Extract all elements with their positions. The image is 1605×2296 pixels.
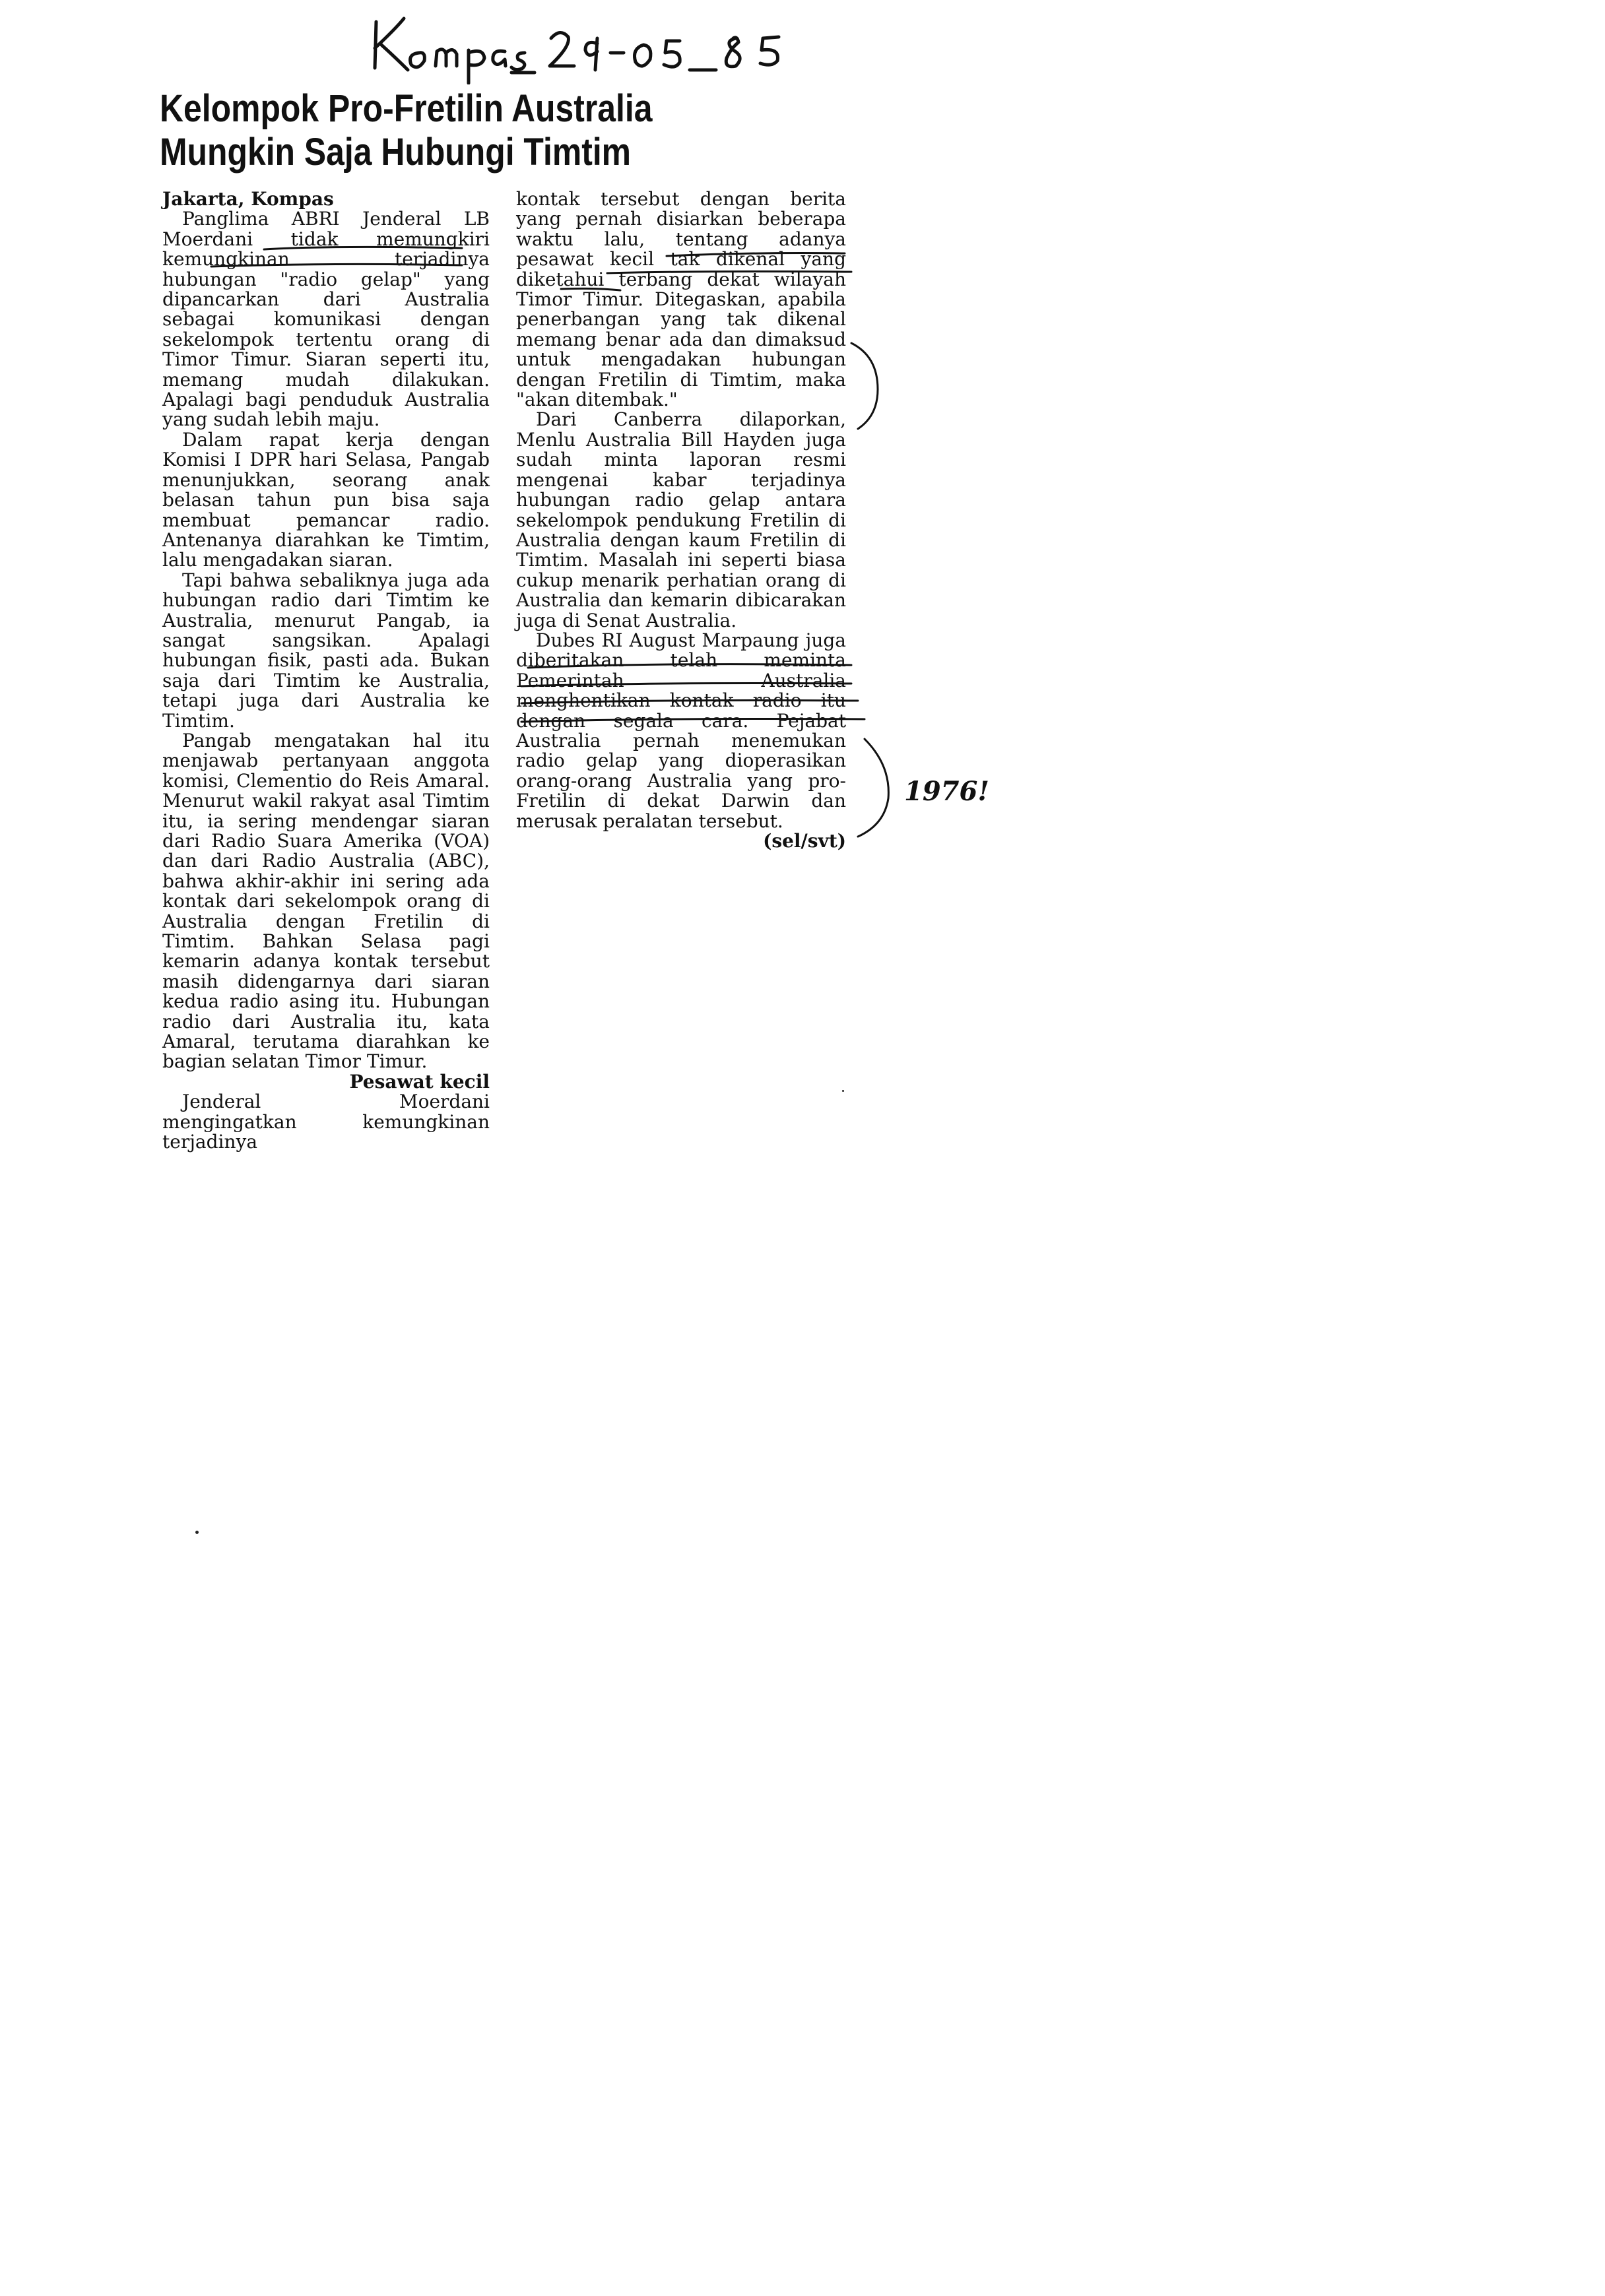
handwritten-source-note	[370, 12, 858, 84]
headline	[160, 87, 727, 174]
bracket-mark	[858, 739, 888, 837]
author-credit: (sel/svt)	[763, 830, 846, 852]
paragraph: Pangab mengatakan hal itu menjawab pertanyaan anggota komisi, Clementio do Reis Amaral. Menurut wakil rakyat asal Timtim itu, ia sering mendengar siaran dari Radio Suara Amerika (VOA) dan dari Radio Australia (ABC), bahwa akhir-akhir ini sering ada kontak dari sekelompok orang di Australia dengan Fretilin di Timtim. Bahkan Selasa pagi kemarin adanya kontak tersebut masih didengarnya dari siaran kedua radio asing itu. Hubungan radio dari Australia itu, kata Amaral, terutama diarahkan ke bagian selatan Timor Timur.	[162, 729, 490, 1073]
dateline: Jakarta, Kompas	[162, 188, 334, 210]
article-column-1	[162, 189, 490, 1153]
paragraph: Dari Canberra dilaporkan, Menlu Australia Bill Hayden juga sudah minta laporan resmi mengenai kabar terjadinya hubungan radio gelap antara sekelompok pendukung Fretilin di Australia dengan kaum Fretilin di Timtim. Masalah ini seperti biasa cukup menarik perhatian orang di Australia dan kemarin dibicarakan juga di Senat Australia.	[516, 408, 846, 631]
handwritten-margin-note: 1976!	[904, 776, 989, 807]
article-column-2	[516, 189, 846, 851]
scan-speck	[842, 1090, 844, 1092]
bracket-mark	[851, 343, 878, 429]
paragraph: kontak tersebut dengan berita yang pernah disiarkan beberapa waktu lalu, tentang adanya pesawat kecil tak dikenal yang diketahui terbang dekat wilayah Timor Timur. Ditegaskan, apabila penerbangan yang tak dikenal memang benar ada dan dimaksud untuk mengadakan hubungan dengan Fretilin di Timtim, maka "akan ditembak."	[516, 188, 846, 411]
scan-speck	[195, 1531, 199, 1534]
paragraph: Dubes RI August Marpaung juga diberitakan telah meminta Pemerintah Australia menghentikan kontak radio itu dengan segala cara. Pejabat Australia pernah menemukan radio gelap yang dioperasikan orang-orang Australia yang pro-Fretilin di dekat Darwin dan merusak peralatan tersebut.	[516, 629, 846, 832]
headline-line-1: Kelompok Pro-Fretilin Australia	[160, 87, 653, 130]
paragraph: Jenderal Moerdani mengingatkan kemungkinan terjadinya	[162, 1091, 490, 1153]
headline-line-2: Mungkin Saja Hubungi Timtim	[160, 131, 632, 174]
subheading: Pesawat kecil	[349, 1070, 490, 1093]
paragraph: Tapi bahwa sebaliknya juga ada hubungan radio dari Timtim ke Australia, menurut Pangab, ia sangat sangsikan. Apalagi hubungan fisik, pasti ada. Bukan saja dari Timtim ke Australia, tetapi juga dari Australia ke Timtim.	[162, 569, 490, 732]
paragraph: Panglima ABRI Jenderal LB Moerdani tidak memungkiri kemungkinan terjadinya hubungan "radio gelap" yang dipancarkan dari Australia sebagai komunikasi dengan sekelompok tertentu orang di Timor Timur. Siaran seperti itu, memang mudah dilakukan. Apalagi bagi penduduk Australia yang sudah lebih maju.	[162, 208, 490, 431]
paragraph: Dalam rapat kerja dengan Komisi I DPR hari Selasa, Pangab menunjukkan, seorang anak belasan tahun pun bisa saja membuat pemancar radio. Antenanya diarahkan ke Timtim, lalu mengadakan siaran.	[162, 428, 490, 571]
